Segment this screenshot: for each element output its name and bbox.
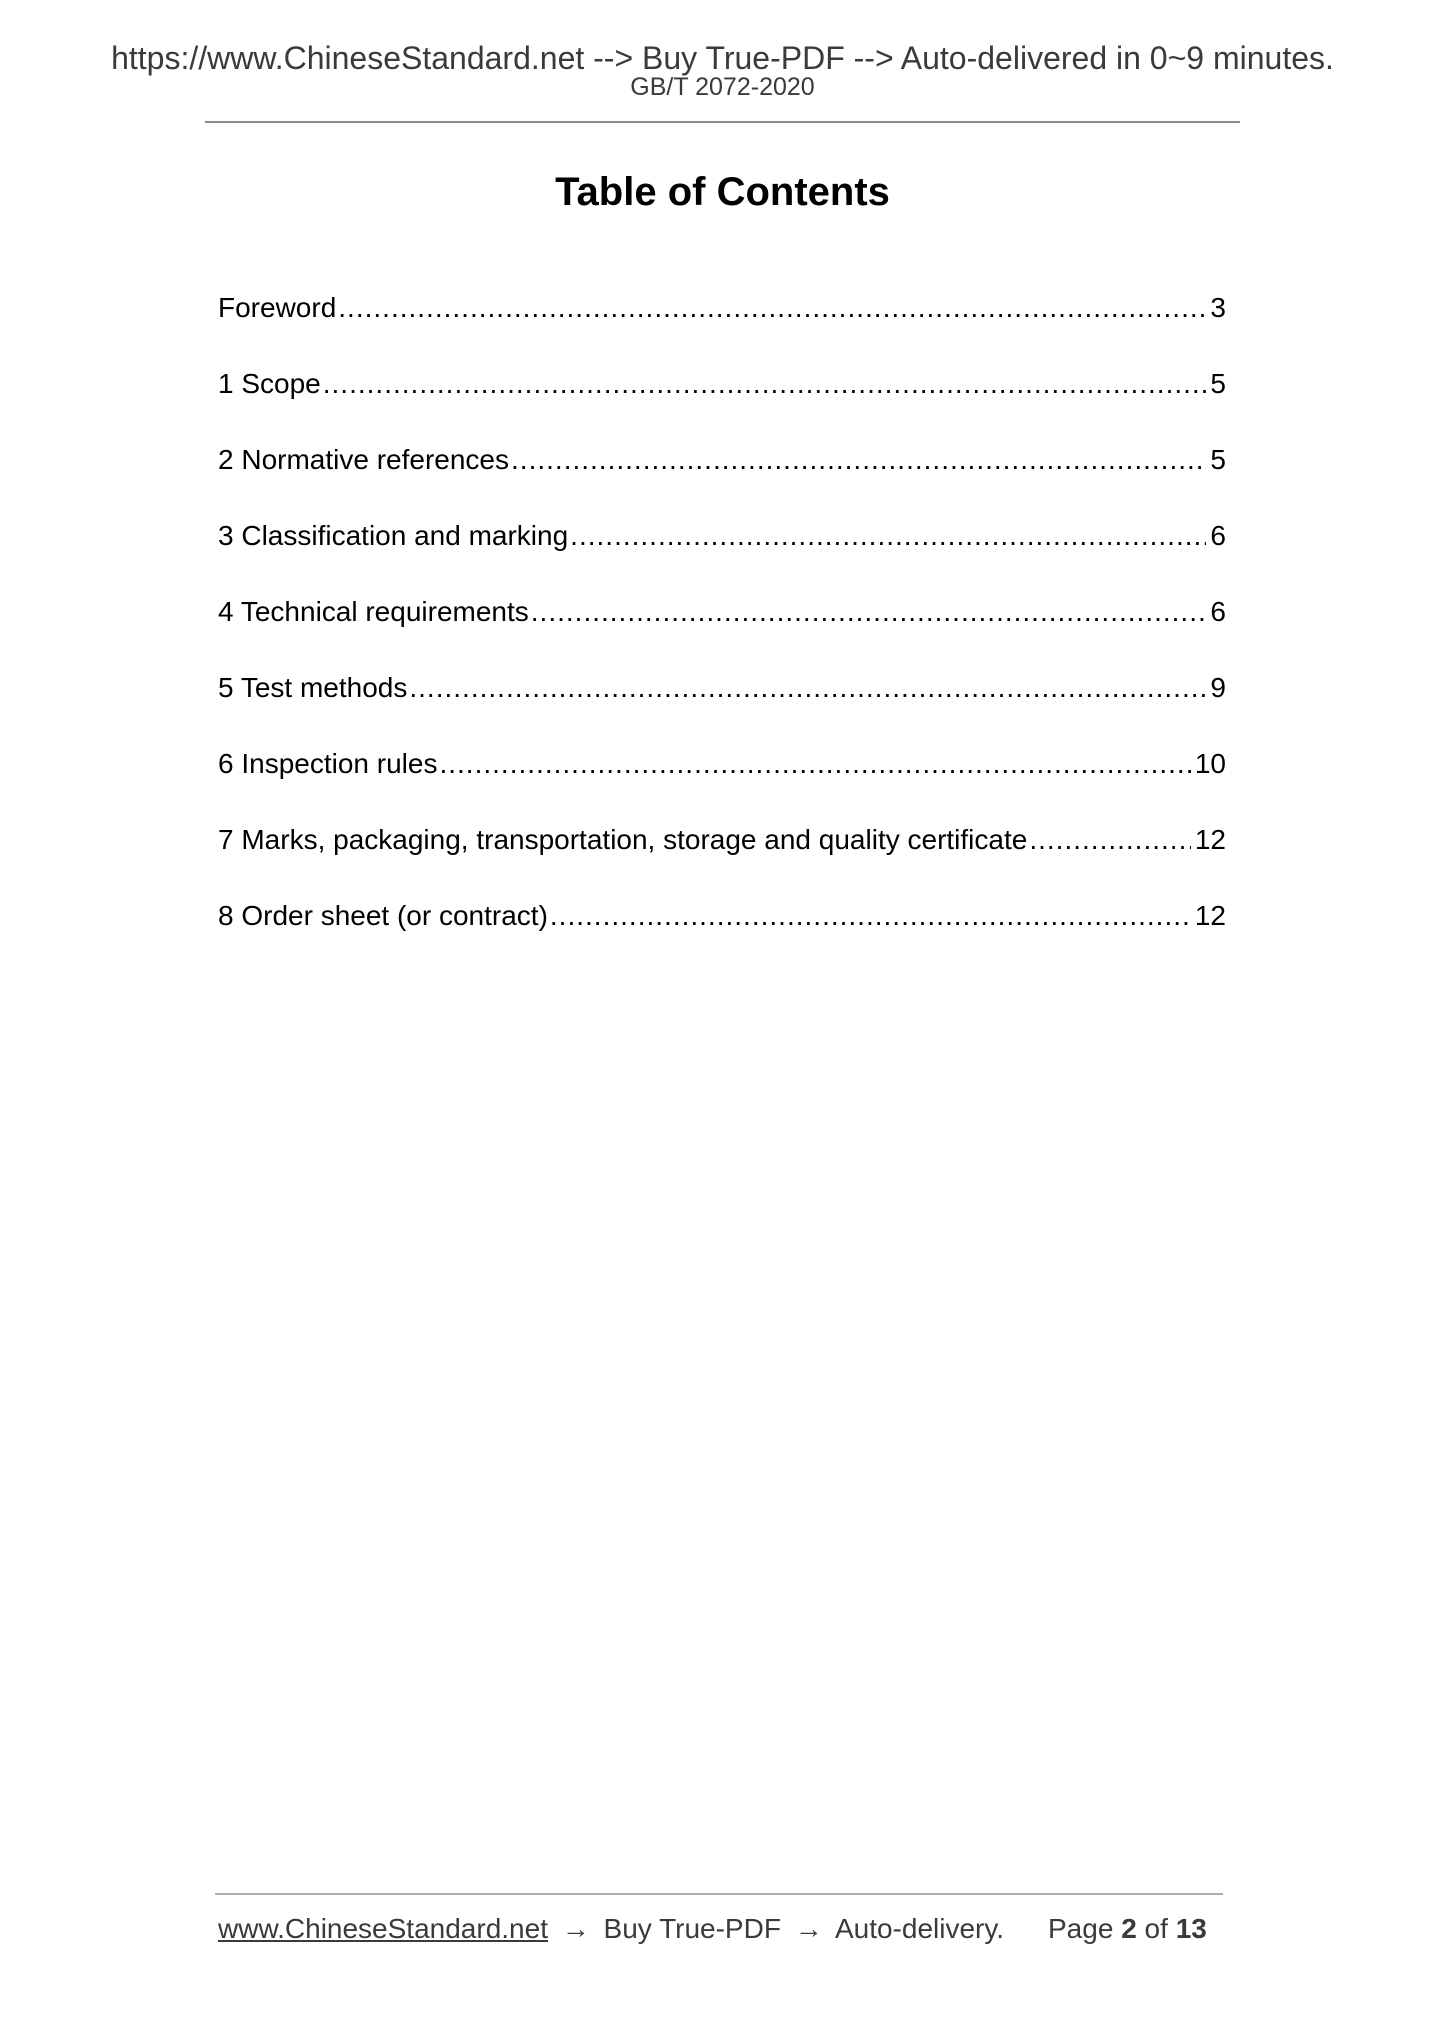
standard-number-header: GB/T 2072-2020: [630, 73, 815, 101]
toc-entry-label: 8 Order sheet (or contract): [218, 900, 548, 931]
toc-entry-label: 3 Classification and marking: [218, 520, 569, 551]
toc-entry-classification-and-marking[interactable]: [218, 516, 1226, 592]
toc-dot-leader: [1029, 820, 1191, 860]
toc-entry-order-sheet[interactable]: [218, 896, 1226, 972]
toc-entry-page: 6: [1210, 520, 1226, 551]
toc-dot-leader: [439, 744, 1190, 784]
current-page-number: 2: [1121, 1913, 1137, 1944]
toc-dot-leader: [323, 364, 1207, 404]
toc-title: Table of Contents: [555, 170, 890, 214]
toc-entry-label: Foreword: [218, 292, 337, 323]
toc-entry-page: 3: [1210, 292, 1226, 323]
toc-entry-label: 1 Scope: [218, 368, 321, 399]
toc-entry-technical-requirements[interactable]: [218, 592, 1226, 668]
site-banner: https://www.ChineseStandard.net --> Buy True-PDF --> Auto-delivered in 0~9 minutes.: [111, 40, 1334, 76]
toc-dot-leader: [409, 668, 1206, 708]
toc-entry-page: 12: [1194, 824, 1226, 855]
toc-entry-page: 6: [1210, 596, 1226, 627]
toc-dot-leader: [550, 896, 1191, 936]
toc-entry-marks-packaging[interactable]: [218, 820, 1226, 896]
footer-delivery-text: Auto-delivery.: [834, 1913, 1005, 1944]
toc-entry-label: 7 Marks, packaging, transportation, storage and quality certificate: [218, 824, 1028, 855]
toc-entry-label: 5 Test methods: [218, 672, 408, 703]
footer-divider: [215, 1893, 1223, 1895]
toc-entry-page: 10: [1194, 748, 1226, 779]
page-word: Page: [1048, 1913, 1114, 1944]
footer-site-line: [218, 1912, 1004, 1946]
toc-entry-page: 5: [1210, 444, 1226, 475]
arrow-right-icon: →: [794, 1913, 823, 1944]
toc-entry-label: 2 Normative references: [218, 444, 510, 475]
toc-entry-test-methods[interactable]: [218, 668, 1226, 744]
toc-entry-page: 9: [1210, 672, 1226, 703]
arrow-right-icon: →: [561, 1913, 590, 1944]
footer-site-link[interactable]: www.ChineseStandard.net: [218, 1913, 548, 1944]
total-pages-number: 13: [1175, 1913, 1207, 1944]
toc-dot-leader: [338, 288, 1206, 328]
toc-entry-foreword[interactable]: [218, 288, 1226, 364]
toc-entry-scope[interactable]: [218, 364, 1226, 440]
toc-entry-inspection-rules[interactable]: [218, 744, 1226, 820]
page-counter: [1048, 1912, 1207, 1946]
toc-dot-leader: [570, 516, 1206, 556]
footer-buy-text: Buy True-PDF: [603, 1913, 781, 1944]
toc-dot-leader: [511, 440, 1206, 480]
toc-entry-page: 5: [1210, 368, 1226, 399]
toc-list: [218, 288, 1226, 972]
toc-entry-label: 6 Inspection rules: [218, 748, 438, 779]
toc-entry-page: 12: [1194, 900, 1226, 931]
toc-entry-normative-references[interactable]: [218, 440, 1226, 516]
header-divider: [205, 121, 1240, 123]
of-word: of: [1144, 1913, 1168, 1944]
toc-dot-leader: [531, 592, 1207, 632]
toc-entry-label: 4 Technical requirements: [218, 596, 529, 627]
